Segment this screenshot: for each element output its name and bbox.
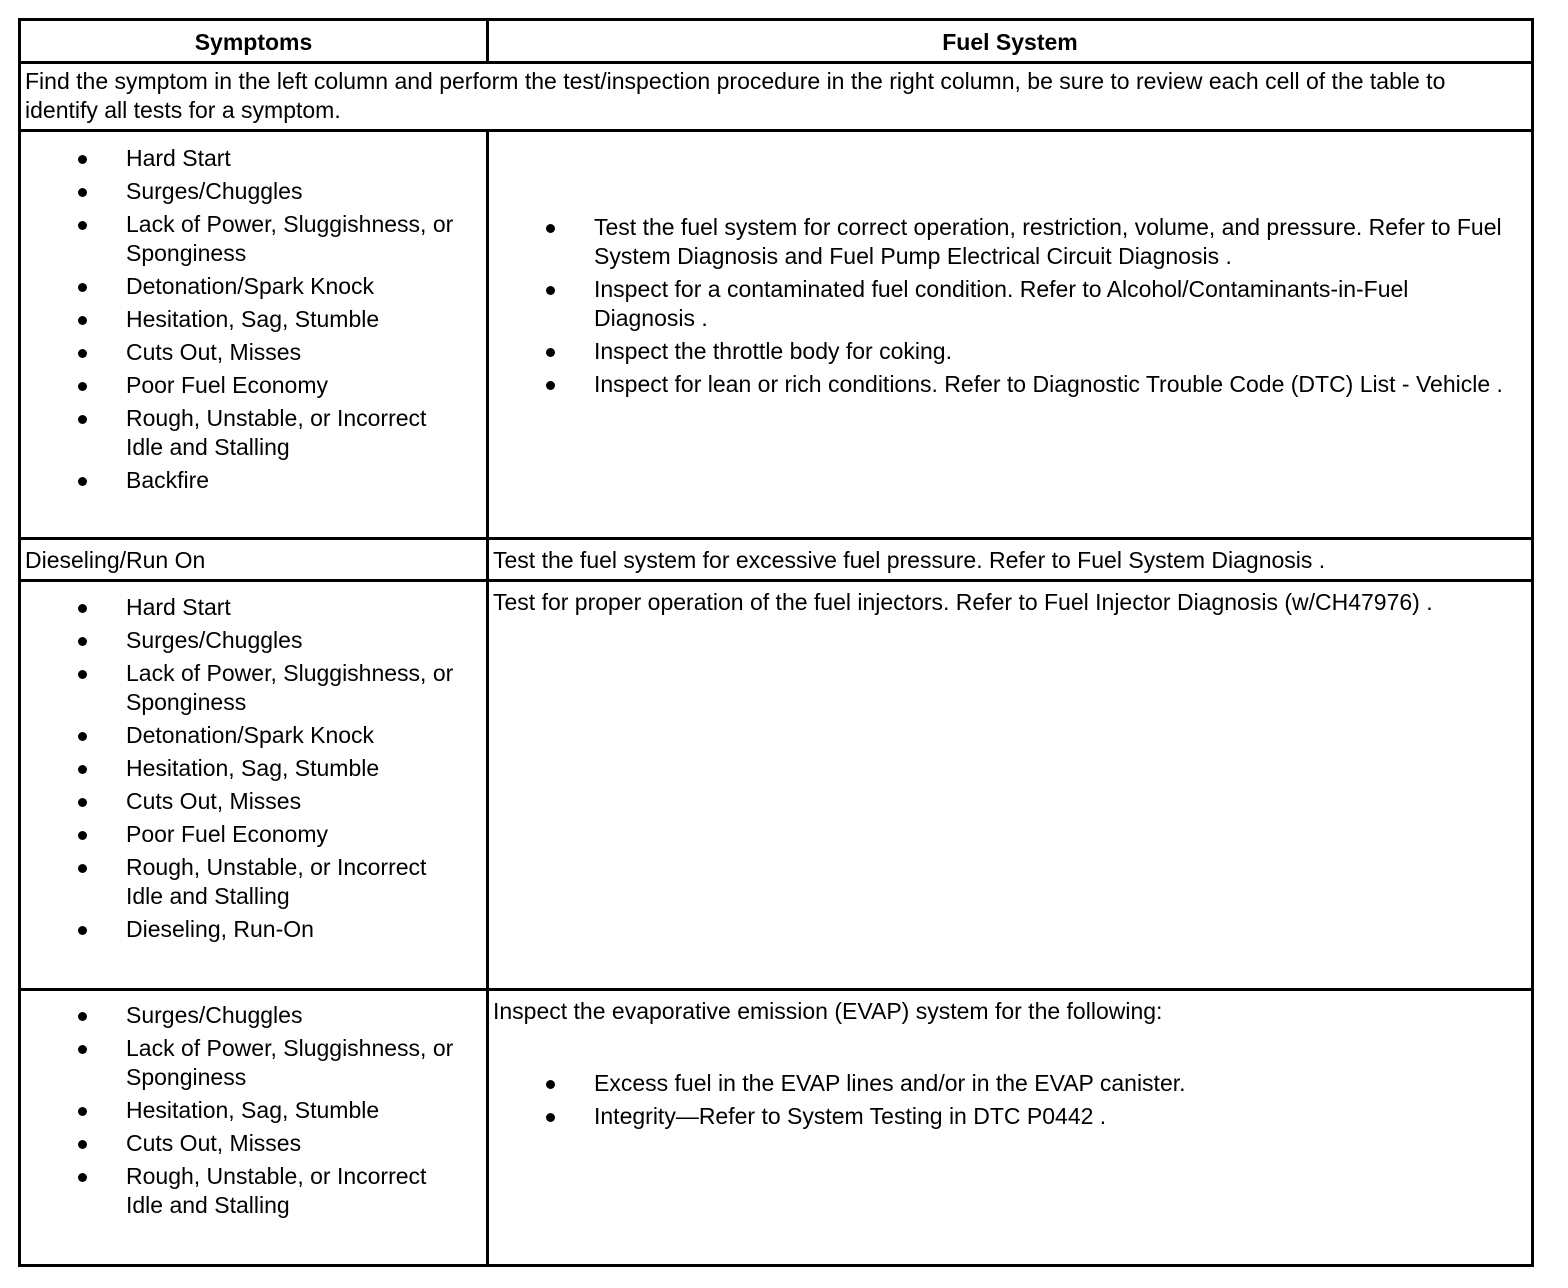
- symptom-item-text: Detonation/Spark Knock: [126, 273, 375, 299]
- bullet-icon: [546, 348, 555, 357]
- intro-text: Find the symptom in the left column and perform the test/inspection procedure in the right column, be sure to review each cell of the table to identify all tests for a symptom.: [25, 68, 1446, 123]
- bullet-icon: [78, 155, 87, 164]
- bullet-icon: [78, 604, 87, 613]
- bullet-icon: [78, 670, 87, 679]
- symptom-item: [21, 1129, 486, 1158]
- bullet-icon: [78, 864, 87, 873]
- row-3-action: Test for proper operation of the fuel injectors. Refer to Fuel Injector Diagnosis (w/CH47976) .: [493, 589, 1433, 615]
- bullet-icon: [78, 316, 87, 325]
- symptom-item-text: Hard Start: [126, 594, 231, 620]
- bullet-icon: [78, 798, 87, 807]
- bullet-icon: [78, 1107, 87, 1116]
- symptom-item-text: Hesitation, Sag, Stumble: [126, 306, 380, 332]
- symptom-item-text: Hesitation, Sag, Stumble: [126, 1097, 380, 1123]
- bullet-icon: [78, 1140, 87, 1149]
- symptom-list: [21, 593, 486, 944]
- row-2-action: Test the fuel system for excessive fuel pressure. Refer to Fuel System Diagnosis .: [493, 547, 1326, 573]
- bullet-icon: [546, 224, 555, 233]
- bullet-icon: [78, 221, 87, 230]
- symptom-item: [21, 1034, 486, 1092]
- row-divider: [21, 61, 1531, 64]
- bullet-icon: [78, 926, 87, 935]
- action-item-text: Inspect for a contaminated fuel condition. Refer to Alcohol/Contaminants-in-Fuel Diagnosis .: [594, 276, 1409, 331]
- symptom-item-text: Hesitation, Sag, Stumble: [126, 755, 380, 781]
- action-item-text: Integrity—Refer to System Testing in DTC P0442 .: [594, 1103, 1107, 1129]
- symptom-item: [21, 853, 486, 911]
- symptom-item-text: Surges/Chuggles: [126, 1002, 303, 1028]
- header-fuel-system: Fuel System: [942, 29, 1078, 55]
- symptom-item: [21, 338, 486, 367]
- symptom-item: [21, 177, 486, 206]
- bullet-icon: [78, 765, 87, 774]
- symptom-item: [21, 210, 486, 268]
- symptom-item-text: Detonation/Spark Knock: [126, 722, 375, 748]
- action-item-text: Test the fuel system for correct operation, restriction, volume, and pressure. Refer to Fuel System Diagnosis and Fuel Pump Electrical Circuit Diagnosis .: [594, 214, 1502, 269]
- row-4-actions: [489, 1069, 1529, 1135]
- action-list: [489, 213, 1509, 399]
- bullet-icon: [78, 1012, 87, 1021]
- symptom-item-text: Cuts Out, Misses: [126, 788, 302, 814]
- bullet-icon: [78, 831, 87, 840]
- symptom-item: [21, 787, 486, 816]
- bullet-icon: [78, 1045, 87, 1054]
- bullet-icon: [546, 1113, 555, 1122]
- symptom-item-text: Cuts Out, Misses: [126, 1130, 302, 1156]
- action-item-text: Inspect the throttle body for coking.: [594, 338, 952, 364]
- symptom-item-text: Backfire: [126, 467, 210, 493]
- bullet-icon: [78, 283, 87, 292]
- symptom-item: [21, 915, 486, 944]
- action-item: [489, 337, 1509, 366]
- symptom-item: [21, 1001, 486, 1030]
- symptom-item-text: Poor Fuel Economy: [126, 372, 328, 398]
- symptom-item-text: Surges/Chuggles: [126, 178, 303, 204]
- symptom-item-text: Surges/Chuggles: [126, 627, 303, 653]
- bullet-icon: [546, 1080, 555, 1089]
- bullet-icon: [78, 349, 87, 358]
- row-divider: [21, 129, 1531, 132]
- bullet-icon: [78, 188, 87, 197]
- row-4-symptoms: [21, 1001, 486, 1224]
- symptom-item-text: Dieseling, Run-On: [126, 916, 314, 942]
- action-item: [489, 1102, 1509, 1131]
- row-1-symptoms: [21, 144, 486, 499]
- symptom-item-text: Lack of Power, Sluggishness, or Sponginess: [126, 1035, 454, 1090]
- symptom-item-text: Rough, Unstable, or Incorrect Idle and Stalling: [126, 1163, 427, 1218]
- symptom-item: [21, 305, 486, 334]
- symptom-item-text: Hard Start: [126, 145, 231, 171]
- symptom-item-text: Lack of Power, Sluggishness, or Sponginess: [126, 211, 454, 266]
- action-item: [489, 213, 1509, 271]
- symptom-item: [21, 754, 486, 783]
- action-item-text: Inspect for lean or rich conditions. Refer to Diagnostic Trouble Code (DTC) List - Vehicle .: [594, 371, 1503, 397]
- symptom-item: [21, 1096, 486, 1125]
- symptom-item: [21, 626, 486, 655]
- symptom-item: [21, 721, 486, 750]
- bullet-icon: [78, 1173, 87, 1182]
- action-item: [489, 1069, 1509, 1098]
- bullet-icon: [78, 415, 87, 424]
- bullet-icon: [78, 732, 87, 741]
- row-3-symptoms: [21, 593, 486, 948]
- symptom-item: [21, 466, 486, 495]
- row-4-action-intro: Inspect the evaporative emission (EVAP) system for the following:: [493, 998, 1163, 1024]
- row-2-symptom: Dieseling/Run On: [25, 547, 206, 573]
- bullet-icon: [78, 477, 87, 486]
- symptom-item-text: Poor Fuel Economy: [126, 821, 328, 847]
- symptom-list: [21, 144, 486, 495]
- bullet-icon: [78, 637, 87, 646]
- bullet-icon: [546, 381, 555, 390]
- action-list: [489, 1069, 1509, 1131]
- header-symptoms: Symptoms: [194, 29, 313, 55]
- bullet-icon: [78, 382, 87, 391]
- symptom-item: [21, 1162, 486, 1220]
- symptom-item: [21, 659, 486, 717]
- row-1-actions: [489, 213, 1529, 403]
- symptom-item: [21, 404, 486, 462]
- symptom-item: [21, 820, 486, 849]
- symptom-item: [21, 144, 486, 173]
- symptom-table: [18, 18, 1534, 1267]
- symptom-item: [21, 593, 486, 622]
- bullet-icon: [546, 286, 555, 295]
- symptom-item: [21, 371, 486, 400]
- action-item: [489, 275, 1509, 333]
- symptom-list: [21, 1001, 486, 1220]
- symptom-item-text: Rough, Unstable, or Incorrect Idle and Stalling: [126, 854, 427, 909]
- symptom-item: [21, 272, 486, 301]
- symptom-item-text: Rough, Unstable, or Incorrect Idle and Stalling: [126, 405, 427, 460]
- symptom-item-text: Cuts Out, Misses: [126, 339, 302, 365]
- symptom-item-text: Lack of Power, Sluggishness, or Sponginess: [126, 660, 454, 715]
- action-item-text: Excess fuel in the EVAP lines and/or in the EVAP canister.: [594, 1070, 1186, 1096]
- action-item: [489, 370, 1509, 399]
